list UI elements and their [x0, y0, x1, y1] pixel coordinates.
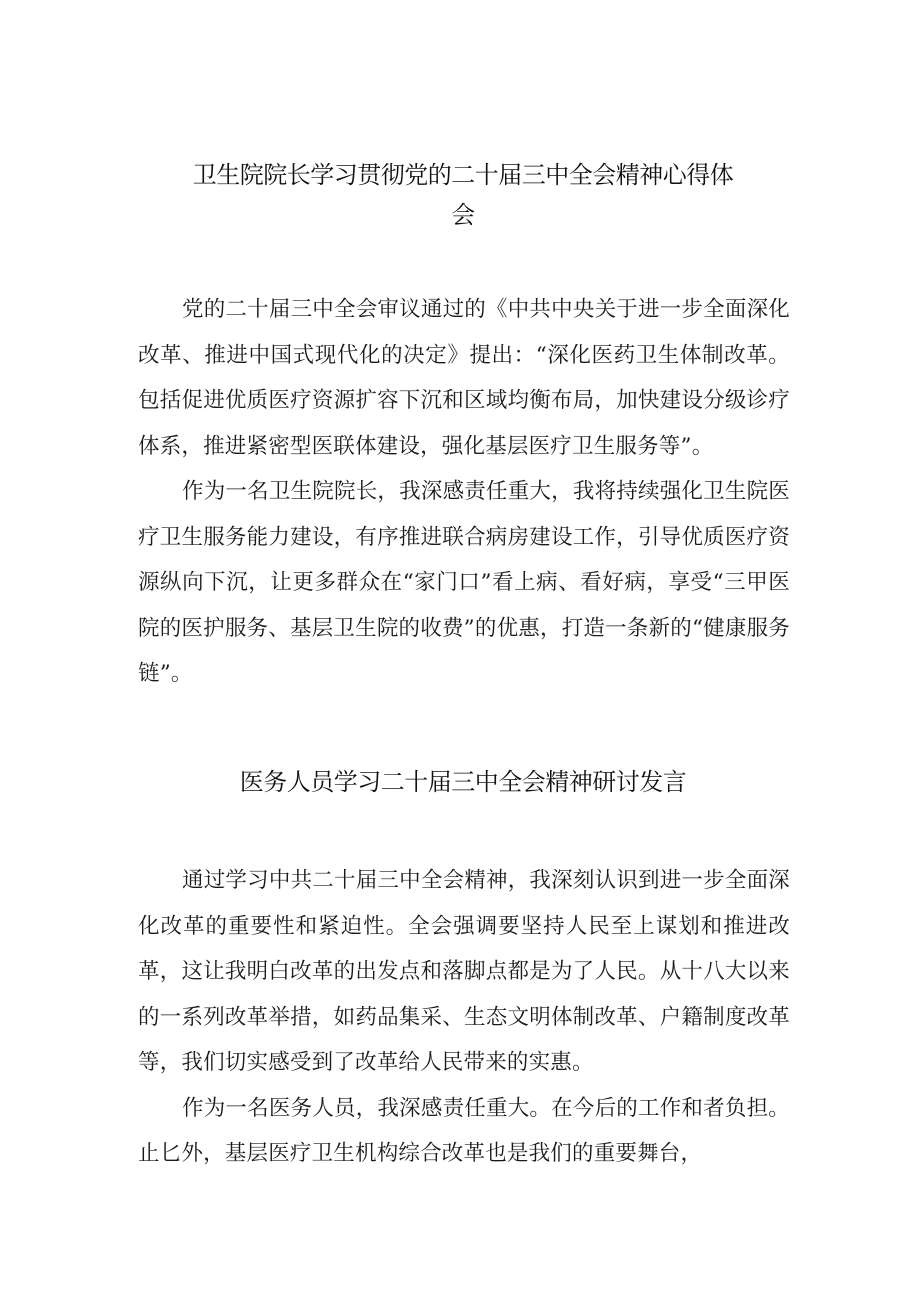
article-2-paragraph-2: 作为一名医务人员，我深感责任重大。在今后的工作和者负担。止匕外，基层医疗卫生机构综合改革也是我们的重要舞台， — [138, 1095, 790, 1166]
article-2-title: 医务人员学习二十届三中全会精神研讨发言 — [239, 768, 687, 796]
article-2-paragraph-1: 通过学习中共二十届三中全会精神，我深刻认识到进一步全面深化改革的重要性和紧迫性。全会强调要坚持人民至上谋划和推进改革，这让我明白改革的出发点和落脚点都是为了人民。从十八大以来的一系列改革举措，如药品集采、生态文明体制改革、户籍制度改革等，我们切实感受到了改革给人民带来的实惠。 — [138, 868, 790, 1075]
article-1-body — [138, 287, 790, 697]
article-1-title — [138, 155, 788, 235]
article-2-body — [138, 858, 790, 1177]
article-1-title-line-2: 会 — [451, 201, 475, 229]
article-1-title-line-1: 卫生院院长学习贯彻党的二十届三中全会精神心得体 — [192, 161, 734, 189]
article-1-paragraph-1: 党的二十届三中全会审议通过的《中共中央关于进一步全面深化改革、推进中国式现代化的决定》提出：“深化医药卫生体制改革。包括促进优质医疗资源扩容下沉和区域均衡布局，加快建设分级诊疗体系，推进紧密型医联体建设，强化基层医疗卫生服务等”。 — [138, 297, 790, 459]
article-1-paragraph-2: 作为一名卫生院院长，我深感责任重大，我将持续强化卫生院医疗卫生服务能力建设，有序推进联合病房建设工作，引导优质医疗资源纵向下沉，让更多群众在“家门口”看上病、看好病，享受“三甲医院的医护服务、基层卫生院的收费”的优惠，打造一条新的“健康服务链”。 — [138, 479, 790, 686]
